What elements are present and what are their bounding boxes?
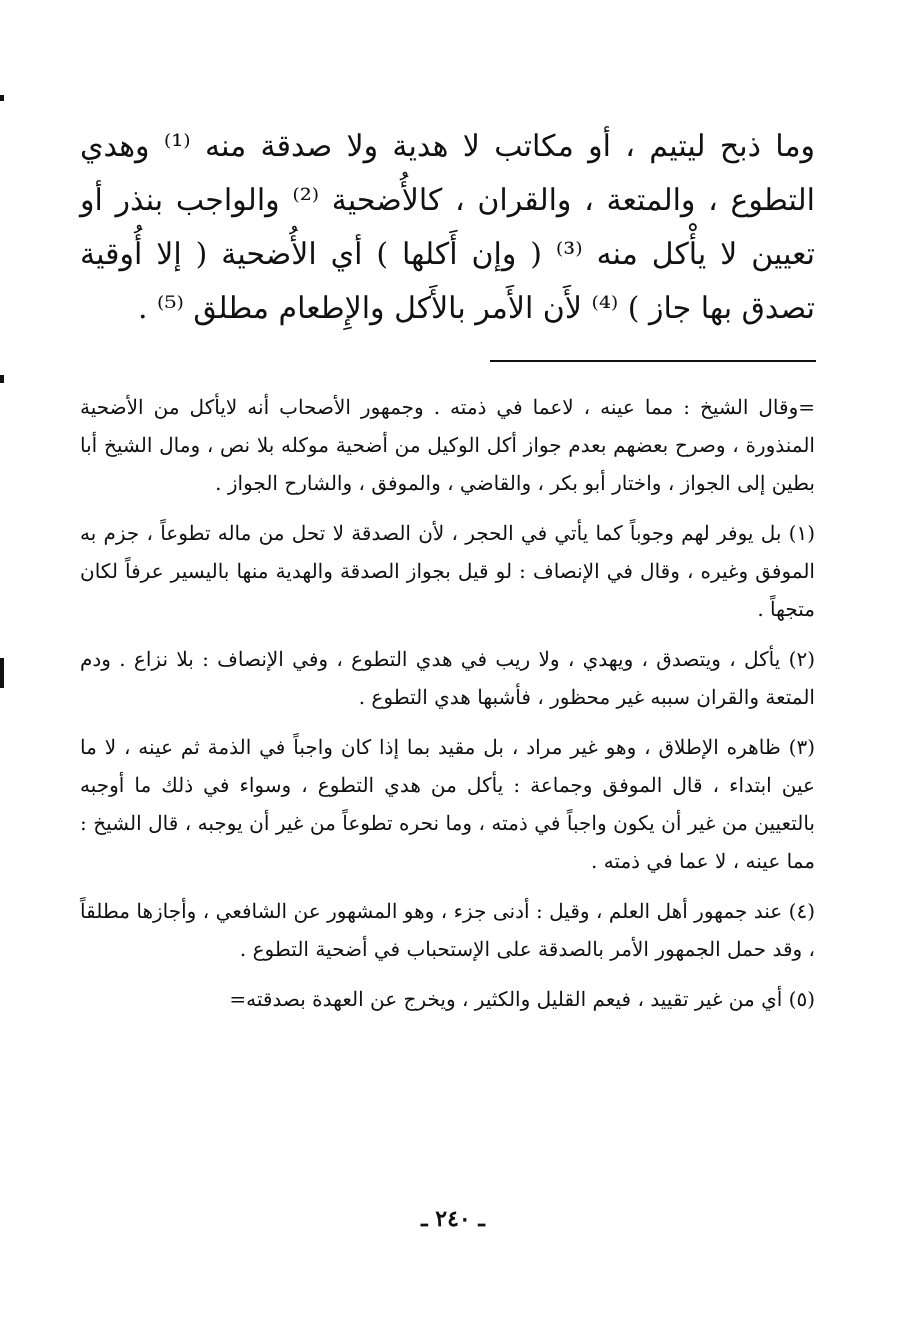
main-text-block: [80, 120, 815, 336]
page-number: ـ ٢٤٠ ـ: [421, 1206, 485, 1232]
footnote-1: (١) بل يوفر لهم وجوباً كما يأتي في الحجر ، لأن الصدقة لا تحل من ماله تطوعاً ، جزم به الموفق وغيره ، وقال في الإنصاف : لو قيل بجواز الصدقة والهدية منها باليسير عرفاً لكان متجهاً .: [80, 521, 815, 621]
footnote-5: (٥) أي من غير تقييد ، فيعم القليل والكثير ، ويخرج عن العهدة بصدقته=: [229, 987, 815, 1011]
edge-mark: [0, 95, 4, 101]
edge-mark: [0, 658, 4, 688]
footnote-4: (٤) عند جمهور أهل العلم ، وقيل : أدنى جزء ، وهو المشهور عن الشافعي ، وأجازها مطلقاً ، وقد حمل الجمهور الأمر بالصدقة على الإستحباب في أضحية التطوع .: [80, 899, 815, 961]
footnote-continuation: =وقال الشيخ : مما عينه ، لاعما في ذمته . وجمهور الأصحاب أنه لايأكل من الأضحية المنذورة ، وصرح بعضهم بعدم جواز أكل الوكيل من أضحية موكله بلا نص ، ومال الشيخ أبا بطين إلى الجواز ، واختار أبو بكر ، والقاضي ، والموفق ، والشارح الجواز .: [80, 395, 815, 495]
footnotes-block: [80, 388, 815, 1030]
footnote-separator: [490, 360, 816, 362]
edge-mark: [0, 375, 4, 383]
footnote-3: (٣) ظاهره الإطلاق ، وهو غير مراد ، بل مقيد بما إذا كان واجباً في الذمة ثم عينه ، لا ما عين ابتداء ، قال الموفق وجماعة : يأكل من هدي التطوع ، وسواء في ذلك ما أوجبه بالتعيين من غير أن يكون واجباً في ذمته ، وما نحره تطوعاً من غير أن يوجبه ، قال الشيخ : مما عينه ، لا عما في ذمته .: [80, 735, 816, 873]
footnote-2: (٢) يأكل ، ويتصدق ، ويهدي ، ولا ريب في هدي التطوع ، وفي الإنصاف : بلا نزاع . ودم المتعة والقران سببه غير محظور ، فأشبها هدي التطوع .: [80, 647, 815, 709]
main-paragraph: وما ذبح ليتيم ، أو مكاتب لا هدية ولا صدقة منه ⁽¹⁾ وهدي التطوع ، والمتعة ، والقران ، كالأُضحية ⁽²⁾ والواجب بنذر أو تعيين لا يأْكل منه ⁽³⁾ ( وإن أَكلها ) أي الأُضحية ( إلا أُوقية تصدق بها جاز ) ⁽⁴⁾ لأَن الأَمر بالأَكل والإِطعام مطلق ⁽⁵⁾ .: [80, 129, 816, 326]
